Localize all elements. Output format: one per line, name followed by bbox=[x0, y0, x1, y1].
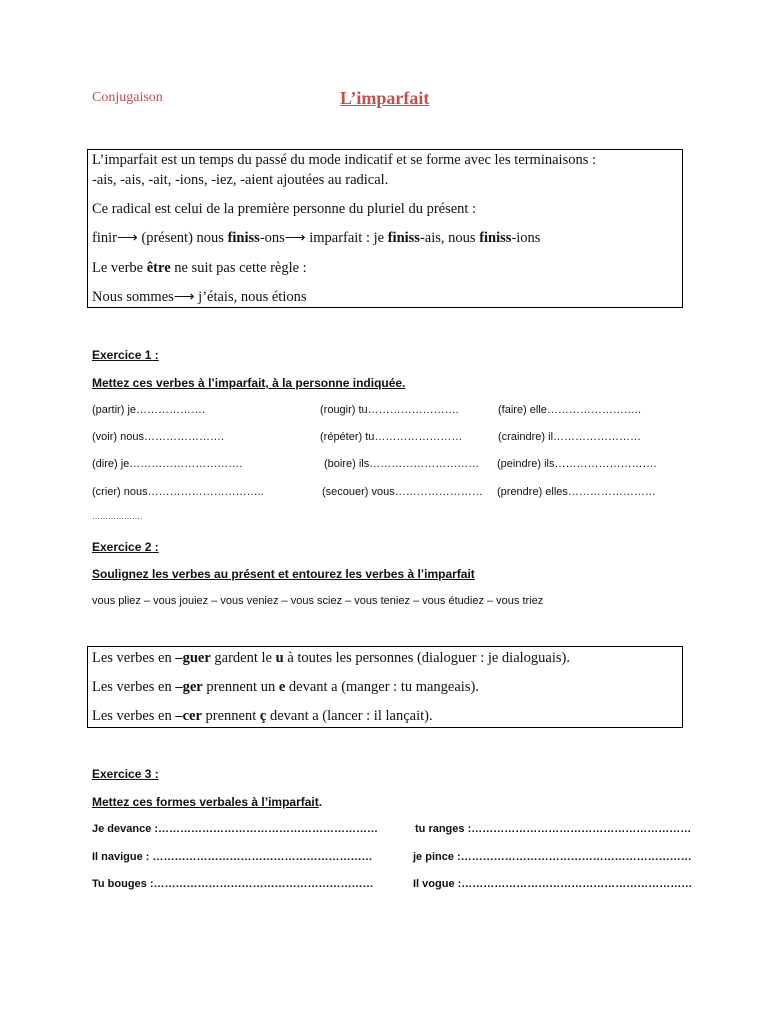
radical: finiss bbox=[387, 230, 420, 246]
subject-label: Conjugaison bbox=[92, 90, 163, 105]
exercise1-item: (peindre) ils………………………. bbox=[497, 458, 657, 470]
exercise2-instruction: Soulignez les verbes au présent et entourez les verbes à l’imparfait bbox=[92, 567, 475, 581]
text: -ions bbox=[511, 230, 541, 246]
rule-line-example bbox=[92, 230, 540, 247]
rule-line-exception bbox=[92, 260, 307, 277]
instruction-text: Mettez ces formes verbales à l’imparfait bbox=[92, 795, 319, 809]
exercise3-instruction bbox=[92, 795, 322, 809]
text: Les verbes en bbox=[92, 679, 176, 695]
ending: –cer bbox=[175, 708, 202, 724]
rule-line: Nous sommes⟶ j’étais, nous étions bbox=[92, 289, 307, 305]
letter: e bbox=[278, 679, 286, 695]
text: prennent un bbox=[202, 679, 279, 695]
exercise2-title: Exercice 2 : bbox=[92, 540, 159, 554]
exercise1-instruction: Mettez ces verbes à l’imparfait, à la personne indiquée. bbox=[92, 376, 406, 390]
text: ne suit pas cette règle : bbox=[170, 260, 307, 276]
exercise1-title: Exercice 1 : bbox=[92, 348, 159, 362]
text: devant a (manger : tu mangeais). bbox=[285, 679, 479, 695]
text: -ais, nous bbox=[419, 230, 480, 246]
text: Les verbes en bbox=[92, 650, 176, 666]
rule-box-imparfait bbox=[87, 149, 683, 308]
exercise3-item: tu ranges :…………………………………………………… bbox=[415, 823, 692, 835]
exercise1-item: (crier) nous………………………….. bbox=[92, 486, 264, 498]
ending: –ger bbox=[175, 679, 203, 695]
rule-line-cer bbox=[92, 708, 433, 725]
rule-line: Ce radical est celui de la première personne du pluriel du présent : bbox=[92, 201, 477, 217]
text: Les verbes en bbox=[92, 708, 176, 724]
text: devant a (lancer : il lançait). bbox=[266, 708, 433, 724]
exercise3-item: je pince :……………………………………………………… bbox=[413, 851, 692, 863]
verb-etre: être bbox=[146, 260, 171, 276]
exercise3-item: Il vogue :……………………………………………………… bbox=[413, 878, 693, 890]
page-title: L’imparfait bbox=[340, 88, 430, 108]
exercise3-title: Exercice 3 : bbox=[92, 767, 159, 781]
text: prennent bbox=[201, 708, 260, 724]
exercise1-trailing-dots: ………………. bbox=[92, 512, 143, 521]
text: à toutes les personnes (dialoguer : je dialoguais). bbox=[283, 650, 570, 666]
rule-box-spelling bbox=[87, 646, 683, 728]
rule-line: L’imparfait est un temps du passé du mode indicatif et se forme avec les terminaisons : bbox=[92, 152, 597, 168]
exercise1-item: (secouer) vous…………………… bbox=[322, 486, 483, 498]
exercise1-item: (dire) je…………………………. bbox=[92, 458, 243, 470]
text: Le verbe bbox=[92, 260, 147, 276]
exercise1-item: (faire) elle…………………….. bbox=[498, 404, 642, 416]
exercise1-item: (boire) ils………………………… bbox=[324, 458, 480, 470]
exercise3-item: Je devance :…………………………………………………… bbox=[92, 823, 379, 835]
exercise1-item: (voir) nous…………………. bbox=[92, 431, 225, 443]
exercise1-item: (répéter) tu…………………… bbox=[320, 431, 463, 443]
exercise1-item: (craindre) il…………………… bbox=[498, 431, 642, 443]
letter: ç bbox=[259, 708, 267, 724]
ending: –guer bbox=[175, 650, 211, 666]
radical: finiss bbox=[227, 230, 260, 246]
exercise1-item: (rougir) tu……………………. bbox=[320, 404, 459, 416]
instruction-period: . bbox=[318, 795, 323, 809]
text: -ons⟶ imparfait : je bbox=[259, 230, 388, 246]
radical: finiss bbox=[479, 230, 512, 246]
exercise3-item: Il navigue : …………………………………………………… bbox=[92, 851, 373, 863]
exercise1-item: (partir) je………………. bbox=[92, 404, 206, 416]
text: finir⟶ (présent) nous bbox=[92, 230, 228, 246]
exercise3-item: Tu bouges :…………………………………………………… bbox=[92, 878, 374, 890]
letter: u bbox=[275, 650, 284, 666]
rule-line: -ais, -ais, -ait, -ions, -iez, -aient ajoutées au radical. bbox=[92, 172, 389, 188]
exercise2-verbs: vous pliez – vous jouiez – vous veniez – vous sciez – vous teniez – vous étudiez – vous triez bbox=[92, 595, 544, 607]
text: gardent le bbox=[210, 650, 276, 666]
rule-line-ger bbox=[92, 679, 479, 696]
rule-line-guer bbox=[92, 650, 570, 667]
exercise1-item: (prendre) elles…………………… bbox=[497, 486, 656, 498]
